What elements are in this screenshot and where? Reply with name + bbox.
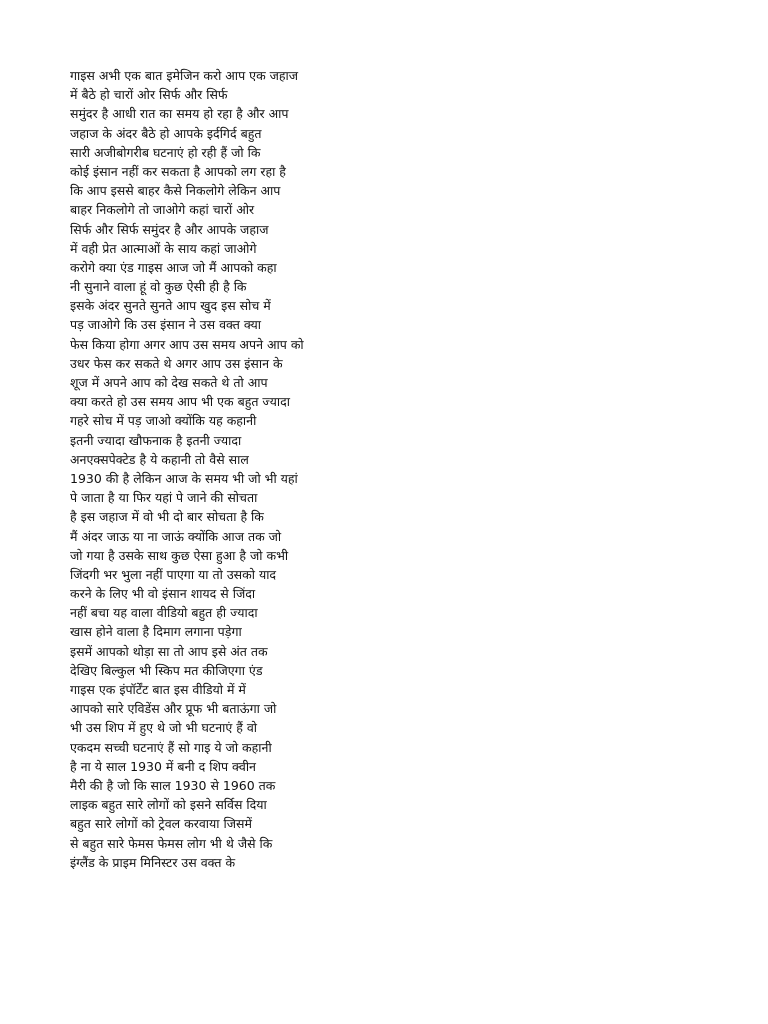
text-line: गाइस अभी एक बात इमेजिन करो आप एक जहाज	[70, 68, 299, 83]
text-line: शूज में अपने आप को देख सकते थे तो आप	[70, 375, 268, 390]
text-line: सिर्फ और सिर्फ समुंदर है और आपके जहाज	[70, 221, 269, 237]
text-line: पड़ जाओगे कि उस इंसान ने उस वक्त क्या	[70, 317, 262, 333]
text-line: इसके अंदर सुनते सुनते आप खुद इस सोच में	[70, 298, 271, 314]
text-line: करने के लिए भी वो इंसान शायद से जिंदा	[70, 586, 256, 602]
text-line: 1930 की है लेकिन आज के समय भी जो भी यहां	[70, 470, 298, 486]
text-line: नहीं बचा यह वाला वीडियो बहुत ही ज्यादा	[70, 605, 258, 621]
text-line: है ना ये साल 1930 में बनी द शिप क्वीन	[70, 758, 256, 774]
text-line: जो गया है उसके साथ कुछ ऐसा हुआ है जो कभी	[70, 547, 289, 563]
text-line: जहाज के अंदर बैठे हो आपके इर्दगिर्द बहुत	[70, 125, 262, 141]
text-line: समुंदर है आधी रात का समय हो रहा है और आप	[70, 106, 289, 122]
text-line: इंग्लैंड के प्राइम मिनिस्टर उस वक्त के	[70, 854, 236, 870]
text-line: गाइस एक इंपॉर्टेंट बात इस वीडियो में में	[70, 682, 246, 697]
text-line: है इस जहाज में वो भी दो बार सोचता है कि	[70, 509, 264, 525]
text-line: लाइक बहुत सारे लोगों को इसने सर्विस दिया	[70, 797, 267, 813]
text-line: से बहुत सारे फेमस फेमस लोग भी थे जैसे कि	[70, 835, 273, 851]
text-line: पे जाता है या फिर यहां पे जाने की सोचता	[70, 490, 258, 506]
text-line: क्या करते हो उस समय आप भी एक बहुत ज्यादा	[70, 394, 290, 410]
text-line: देखिए बिल्कुल भी स्किप मत कीजिएगा एंड	[70, 662, 263, 678]
text-line: मैं अंदर जाऊ या ना जाऊं क्योंकि आज तक जो	[70, 528, 282, 544]
text-line: अनएक्सपेक्टेड है ये कहानी तो वैसे साल	[70, 451, 249, 467]
text-line: मैरी की है जो कि साल 1930 से 1960 तक	[70, 777, 276, 793]
text-line: खास होने वाला है दिमाग लगाना पड़ेगा	[70, 624, 242, 640]
text-line: एकदम सच्ची घटनाएं हैं सो गाइ ये जो कहानी	[70, 739, 272, 755]
text-line: बहुत सारे लोगों को ट्रेवल करवाया जिसमें	[70, 816, 252, 832]
text-line: इसमें आपको थोड़ा सा तो आप इसे अंत तक	[70, 643, 268, 659]
text-line: आपको सारे एविडेंस और प्रूफ भी बताऊंगा जो	[70, 701, 277, 717]
text-line: गहरे सोच में पड़ जाओ क्योंकि यह कहानी	[70, 413, 257, 429]
text-line: फेस किया होगा अगर आप उस समय अपने आप को	[70, 336, 304, 352]
text-line: कि आप इससे बाहर कैसे निकलोगे लेकिन आप	[70, 183, 281, 199]
story-text-block	[70, 66, 370, 872]
text-line: इतनी ज्यादा खौफनाक है इतनी ज्यादा	[70, 432, 242, 448]
text-line: उधर फेस कर सकते थे अगर आप उस इंसान के	[70, 355, 283, 371]
text-line: कोई इंसान नहीं कर सकता है आपको लग रहा है	[70, 163, 286, 179]
text-line: में वही प्रेत आत्माओं के साय कहां जाओगे	[70, 240, 257, 256]
text-line: करोगे क्या एंड गाइस आज जो मैं आपको कहा	[70, 259, 277, 275]
text-line: सारी अजीबोगरीब घटनाएं हो रही हैं जो कि	[70, 144, 261, 160]
text-line: में बैठे हो चारों ओर सिर्फ और सिर्फ	[70, 87, 228, 103]
text-line: नी सुनाने वाला हूं वो कुछ ऐसी ही है कि	[70, 279, 247, 295]
text-line: जिंदगी भर भुला नहीं पाएगा या तो उसको याद	[70, 566, 277, 582]
text-line: भी उस शिप में हुए थे जो भी घटनाएं हैं वो	[70, 720, 258, 736]
text-line: बाहर निकलोगे तो जाओगे कहां चारों ओर	[70, 202, 255, 218]
